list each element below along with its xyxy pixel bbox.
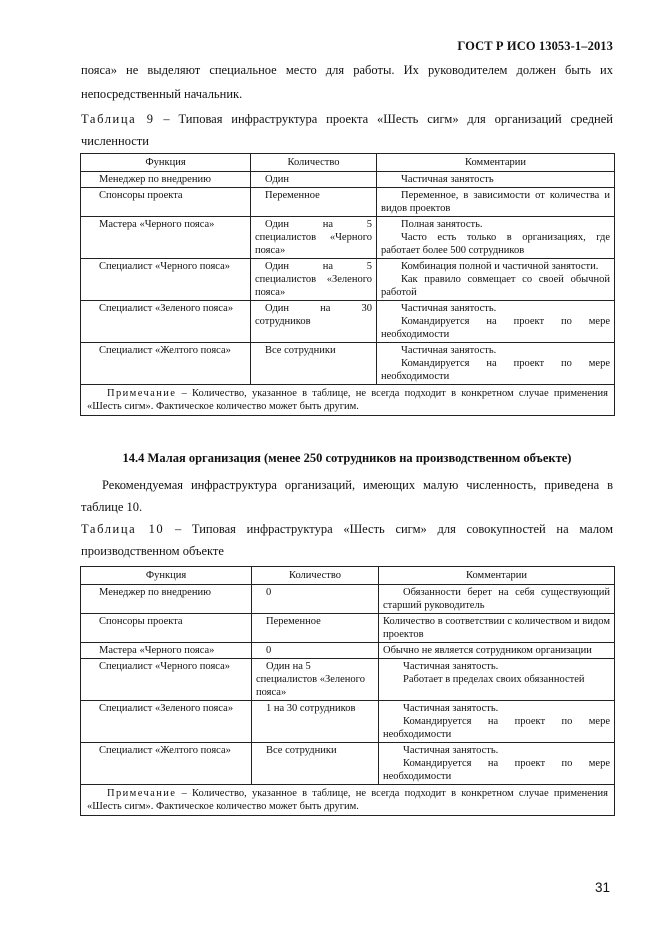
quantity-cell: Один	[251, 172, 377, 188]
table-note	[81, 785, 615, 816]
comment-cell	[379, 743, 615, 785]
comment-cell: Обычно не является сотрудником организации	[379, 643, 615, 659]
comment-line: Частичная занятость.	[403, 661, 499, 672]
comment-cell	[377, 259, 615, 301]
table10-caption-label: Таблица 10	[81, 522, 165, 536]
table10-caption	[81, 518, 613, 562]
section-heading: 14.4 Малая организация (менее 250 сотрудников на производственном объекте)	[122, 451, 572, 465]
function-cell: Спонсоры проекта	[81, 614, 252, 643]
comment-line: Командируется на проект по мере необходимости	[381, 358, 610, 382]
quantity-cell: Все сотрудники	[252, 743, 379, 785]
table-row	[81, 188, 615, 217]
comment-line: Командируется на проект по мере необходимости	[383, 716, 610, 740]
quantity-cell: 0	[252, 643, 379, 659]
function-cell: Мастера «Черного пояса»	[81, 643, 252, 659]
comment-line: Частичная занятость.	[403, 745, 499, 756]
column-header-quantity: Количество	[252, 567, 379, 585]
table-row	[81, 217, 615, 259]
intro-line-1: пояса» не выделяют специальное место для работы. Их руководителем должен быть их	[81, 63, 613, 77]
quantity-cell: Все сотрудники	[251, 343, 377, 385]
function-cell: Менеджер по внедрению	[81, 585, 252, 614]
page-number: 31	[594, 880, 610, 895]
quantity-cell: Один на 5 специалистов «Черного пояса»	[251, 217, 377, 259]
table9-caption-label: Таблица 9	[81, 112, 155, 126]
comment-line: Как правило совмещает со своей обычной работой	[381, 274, 610, 298]
quantity-cell: Переменное	[251, 188, 377, 217]
table-row	[81, 172, 615, 188]
quantity-cell: Один на 30 сотрудников	[251, 301, 377, 343]
table-row	[81, 343, 615, 385]
comment-line: Частичная занятость.	[403, 703, 499, 714]
table-10	[80, 566, 615, 816]
table-note	[81, 385, 615, 416]
column-header-function: Функция	[81, 567, 252, 585]
comment-cell: Количество в соответствии с количеством и видом проектов	[379, 614, 615, 643]
comment-cell: Обязанности берет на себя существующий старший руководитель	[379, 585, 615, 614]
comment-cell	[377, 301, 615, 343]
comment-line: Частичная занятость.	[401, 345, 497, 356]
column-header-comments: Комментарии	[377, 154, 615, 172]
table9-caption	[81, 108, 613, 152]
quantity-cell: Один на 5 специалистов «Зеленого пояса»	[251, 259, 377, 301]
comment-cell	[379, 659, 615, 701]
table-note-row	[81, 385, 615, 416]
table-header-row	[81, 154, 615, 172]
table-row	[81, 614, 615, 643]
table-row	[81, 301, 615, 343]
comment-cell	[377, 217, 615, 259]
function-cell: Специалист «Черного пояса»	[81, 659, 252, 701]
table-row	[81, 701, 615, 743]
comment-cell: Переменное, в зависимости от количества и видов проектов	[377, 188, 615, 217]
function-cell: Специалист «Зеленого пояса»	[81, 301, 251, 343]
table-row	[81, 259, 615, 301]
comment-line: Командируется на проект по мере необходимости	[381, 316, 610, 340]
table10-caption-text: – Типовая инфраструктура «Шесть сигм» для совокупностей на малом производственном объекте	[81, 522, 613, 558]
comment-cell	[377, 343, 615, 385]
comment-line: Часто есть только в организациях, где работает более 500 сотрудников	[381, 232, 610, 256]
table-row	[81, 659, 615, 701]
function-cell: Специалист «Зеленого пояса»	[81, 701, 252, 743]
comment-line: Полная занятость.	[401, 219, 483, 230]
function-cell: Специалист «Желтого пояса»	[81, 343, 251, 385]
note-label: Примечание	[107, 388, 177, 399]
comment-cell: Частичная занятость	[377, 172, 615, 188]
comment-line: Комбинация полной и частичной занятости.	[401, 261, 599, 272]
column-header-quantity: Количество	[251, 154, 377, 172]
function-cell: Специалист «Черного пояса»	[81, 259, 251, 301]
quantity-cell: Переменное	[252, 614, 379, 643]
comment-cell	[379, 701, 615, 743]
table-header-row	[81, 567, 615, 585]
function-cell: Спонсоры проекта	[81, 188, 251, 217]
comment-line: Частичная занятость.	[401, 303, 497, 314]
note-label: Примечание	[107, 788, 177, 799]
quantity-cell: 0	[252, 585, 379, 614]
quantity-cell: Один на 5 специалистов «Зеленого пояса»	[252, 659, 379, 701]
comment-line: Командируется на проект по мере необходимости	[383, 758, 610, 782]
comment-line: Работает в пределах своих обязанностей	[403, 674, 585, 685]
table9-caption-text: – Типовая инфраструктура проекта «Шесть сигм» для организаций средней численности	[81, 112, 613, 148]
note-text: – Количество, указанное в таблице, не всегда подходит в конкретном случае применения «Шесть сигм». Фактическое количество может быть другим.	[87, 388, 608, 412]
section-paragraph: Рекомендуемая инфраструктура организаций, имеющих малую численность, приведена в таблице 10.	[81, 478, 613, 514]
table-9	[80, 153, 615, 416]
table-note-row	[81, 785, 615, 816]
function-cell: Специалист «Желтого пояса»	[81, 743, 252, 785]
intro-line-2: непосредственный начальник.	[81, 87, 243, 101]
table-row	[81, 643, 615, 659]
function-cell: Менеджер по внедрению	[81, 172, 251, 188]
column-header-function: Функция	[81, 154, 251, 172]
quantity-cell: 1 на 30 сотрудников	[252, 701, 379, 743]
function-cell: Мастера «Черного пояса»	[81, 217, 251, 259]
note-text: – Количество, указанное в таблице, не всегда подходит в конкретном случае применения «Шесть сигм». Фактическое количество может быть другим.	[87, 788, 608, 812]
column-header-comments: Комментарии	[379, 567, 615, 585]
table-row	[81, 743, 615, 785]
document-code-header: ГОСТ Р ИСО 13053-1–2013	[457, 39, 613, 53]
table-row	[81, 585, 615, 614]
